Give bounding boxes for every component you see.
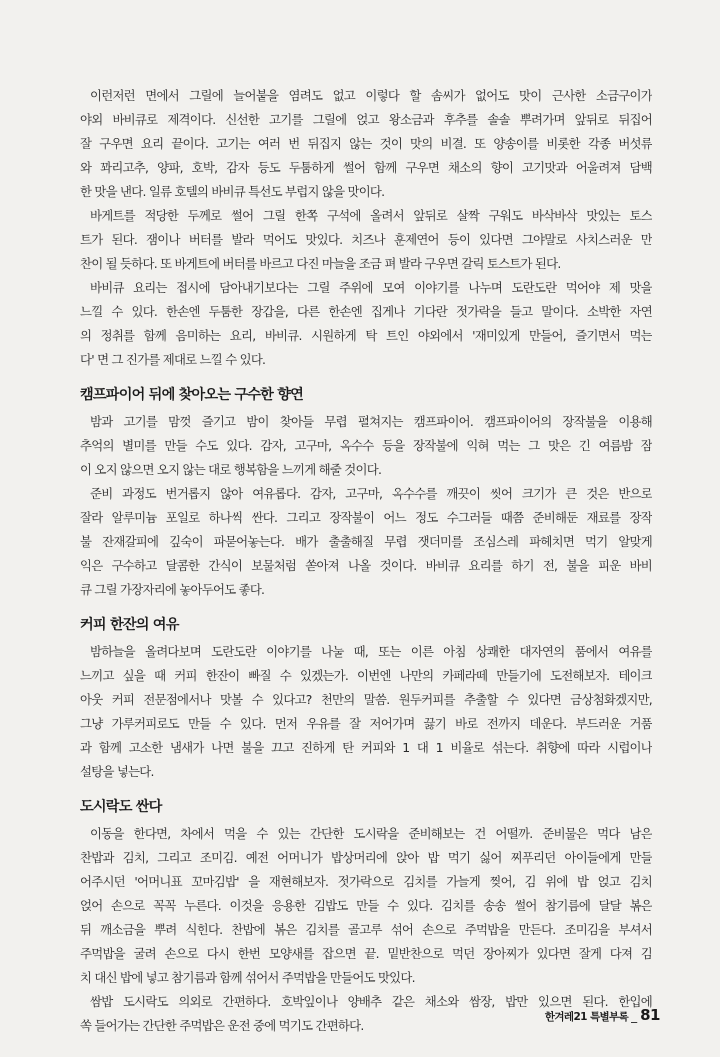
footer-separator: _ bbox=[631, 1009, 638, 1023]
article-body bbox=[80, 88, 652, 1042]
text-line: 한 맛을 낸다. 일류 호텔의 바비큐 특선도 부럽지 않을 맛이다. bbox=[80, 184, 385, 199]
article-section bbox=[80, 88, 652, 368]
text-line: 다' 면 그 진가를 제대로 느낄 수 있다. bbox=[80, 352, 266, 367]
text-line: 얹어 손으로 꼭꼭 누른다. 이것을 응용한 김밥도 만들 수 있다. 김치를 송송 썰어 참기름에 달달 볶은 bbox=[80, 898, 652, 913]
article-section bbox=[80, 385, 652, 598]
section-heading: 도시락도 싼다 bbox=[80, 799, 162, 815]
section-heading: 캠프파이어 뒤에 찾아오는 구수한 향연 bbox=[80, 387, 304, 403]
text-line: 잘 구우면 요리 끝이다. 고기는 여러 번 뒤집지 않는 것이 맛의 비결. 또 양송이를 비롯한 각종 버섯류 bbox=[80, 136, 652, 151]
publication-label: 한겨레21 특별부록 bbox=[544, 1011, 629, 1023]
text-line: 찬밥과 김치, 그리고 조미김. 예전 어머니가 밥상머리에 앉아 밥 먹기 싫어 찌푸리던 아이들에게 만들 bbox=[80, 850, 652, 865]
text-line: 이런저런 면에서 그릴에 늘어붙을 염려도 없고 이렇다 할 솜씨가 없어도 맛이 근사한 소금구이가 bbox=[90, 88, 652, 103]
text-line: 의 정취를 함께 음미하는 요리, 바비큐. 시원하게 탁 트인 야외에서 '재미있게 만들어, 즐기면서 먹는 bbox=[80, 328, 652, 343]
text-line: 찬이 될 듯하다. 또 바게트에 버터를 바르고 다진 마늘을 조금 펴 발라 구우면 갈릭 토스트가 된다. bbox=[80, 256, 561, 271]
section-heading: 커피 한잔의 여유 bbox=[80, 617, 179, 633]
text-line: 치 대신 밥에 넣고 참기름과 함께 섞어서 주먹밥을 만들어도 맛있다. bbox=[80, 970, 415, 985]
text-line: 바게트를 적당한 두께로 썰어 그릴 한쪽 구석에 올려서 앞뒤로 살짝 구워도 바삭바삭 맛있는 토스 bbox=[90, 208, 652, 223]
text-line: 밤과 고기를 맘껏 즐기고 밤이 찾아들 무렵 펼쳐지는 캠프파이어. 캠프파이어의 장작불을 이용해 bbox=[90, 414, 652, 429]
text-line: 아웃 커피 전문점에서나 맛볼 수 있다고? 천만의 말씀. 원두커피를 추출할 수 있다면 금상첨화겠지만, bbox=[80, 692, 652, 707]
text-line: 주먹밥을 굴려 손으로 다시 한번 모양새를 잡으면 끝. 밑반찬으로 먹던 장아찌가 있다면 잘게 다져 김 bbox=[80, 946, 652, 961]
text-line: 큐 그릴 가장자리에 놓아두어도 좋다. bbox=[80, 582, 265, 597]
page-number: 81 bbox=[640, 1006, 660, 1024]
text-line: 트가 된다. 잼이나 버터를 발라 먹어도 맛있다. 치즈나 훈제연어 등이 있다면 그야말로 사치스러운 만 bbox=[80, 232, 652, 247]
text-line: 그냥 가루커피로도 만들 수 있다. 먼저 우유를 잘 저어가며 끓기 바로 전까지 데운다. 부드러운 거품 bbox=[80, 716, 652, 731]
page-footer bbox=[545, 1006, 660, 1024]
text-line: 어주시던 '어머니표 꼬마김밥' 을 재현해보자. 젓가락으로 김치를 가늘게 찢어, 김 위에 밥 얹고 김치 bbox=[80, 874, 652, 889]
article-section bbox=[80, 797, 652, 1034]
text-line: 준비 과정도 번거롭지 않아 여유롭다. 감자, 고구마, 옥수수를 깨끗이 씻어 크기가 큰 것은 반으로 bbox=[90, 486, 652, 501]
text-line: 쌈밥 도시락도 의외로 간편하다. 호박잎이나 양배추 같은 채소와 쌈장, 밥만 있으면 된다. 한입에 bbox=[90, 994, 652, 1009]
text-line: 추억의 별미를 만들 수도 있다. 감자, 고구마, 옥수수 등을 장작불에 익혀 먹는 그 맛은 긴 여름밤 잠 bbox=[80, 438, 652, 453]
text-line: 느끼고 싶을 때 커피 한잔이 빠질 수 있겠는가. 이번엔 나만의 카페라떼 만들기에 도전해보자. 테이크 bbox=[80, 668, 652, 683]
text-line: 쏙 들어가는 간단한 주먹밥은 운전 중에 먹기도 간편하다. bbox=[80, 1018, 364, 1033]
text-line: 느낄 수 있다. 한손엔 두툼한 장갑을, 다른 한손엔 집게나 기다란 젓가락을 들고 말이다. 소박한 자연 bbox=[80, 304, 652, 319]
text-line: 와 꽈리고추, 양파, 호박, 감자 등도 두툼하게 썰어 함께 구우면 채소의 향이 고기맛과 어울려져 담백 bbox=[80, 160, 652, 175]
text-line: 익은 구수하고 달콤한 간식이 보물처럼 쏟아져 나올 것이다. 바비큐 요리를 하기 전, 불을 피운 바비 bbox=[80, 558, 652, 573]
text-line: 이 오지 않으면 오지 않는 대로 행복함을 느끼게 해줄 것이다. bbox=[80, 462, 382, 477]
text-line: 과 함께 고소한 냄새가 나면 불을 끄고 진하게 탄 커피와 1 대 1 비율로 섞는다. 취향에 따라 시럽이나 bbox=[80, 740, 652, 755]
article-section bbox=[80, 615, 652, 780]
text-line: 잘라 알루미늄 포일로 하나씩 싼다. 그리고 장작불이 어느 정도 수그러들 때쯤 준비해둔 재료를 장작 bbox=[80, 510, 652, 525]
text-line: 야외 바비큐로 제격이다. 신선한 고기를 그릴에 얹고 왕소금과 후추를 솔솔 뿌려가며 앞뒤로 뒤집어 bbox=[80, 112, 652, 127]
text-line: 설탕을 넣는다. bbox=[80, 764, 154, 779]
text-line: 이동을 한다면, 차에서 먹을 수 있는 간단한 도시락을 준비해보는 건 어떨까. 준비물은 먹다 남은 bbox=[90, 826, 652, 841]
text-line: 불 잔재갈피에 깊숙이 파묻어놓는다. 배가 출출해질 무렵 잿더미를 조심스레 파헤치면 먹기 알맞게 bbox=[80, 534, 652, 549]
text-line: 밤하늘을 올려다보며 도란도란 이야기를 나눌 때, 또는 이른 아침 상쾌한 대자연의 품에서 여유를 bbox=[90, 644, 652, 659]
text-line: 바비큐 요리는 접시에 담아내기보다는 그릴 주위에 모여 이야기를 나누며 도란도란 먹어야 제 맛을 bbox=[90, 280, 652, 295]
text-line: 뒤 깨소금을 뿌려 식힌다. 찬밥에 볶은 김치를 골고루 섞어 손으로 주먹밥을 만든다. 조미김을 부셔서 bbox=[80, 922, 652, 937]
